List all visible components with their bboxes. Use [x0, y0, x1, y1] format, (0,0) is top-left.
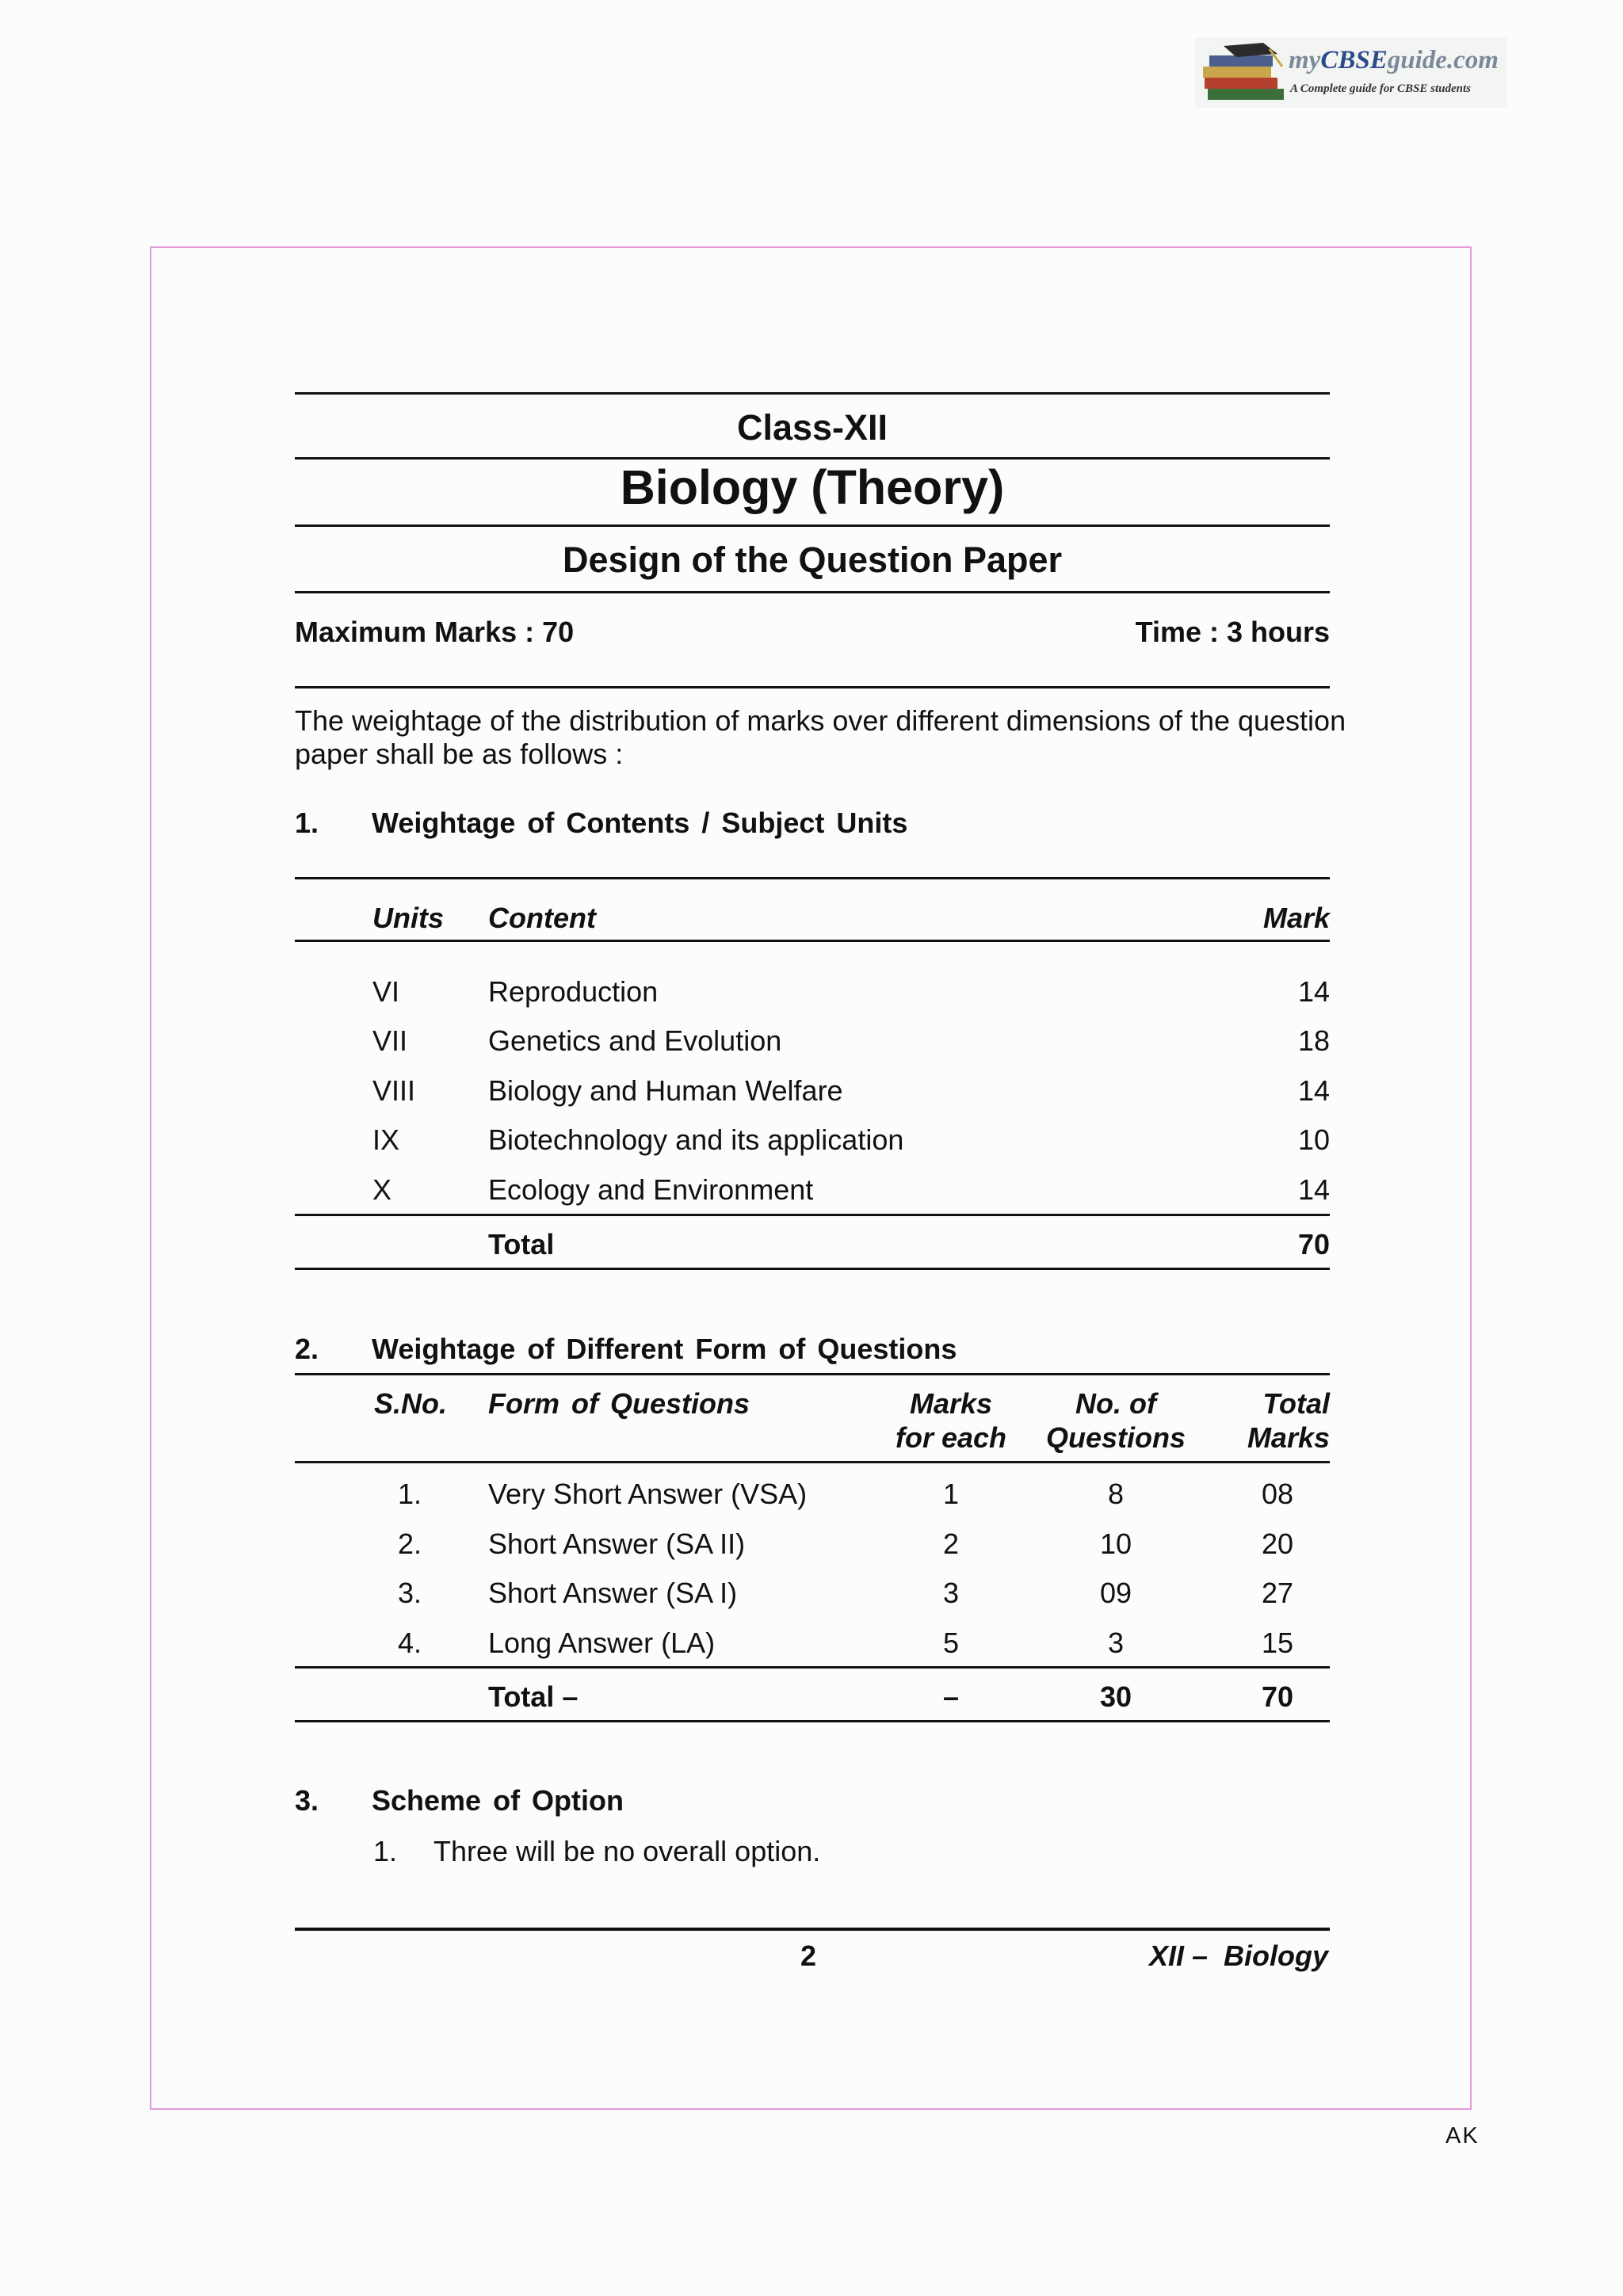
- form-cell: Short Answer (SA I): [488, 1577, 738, 1609]
- sno-cell: 3.: [397, 1577, 422, 1609]
- section-1-number: 1.: [295, 807, 319, 839]
- table1-total-value: 70: [1297, 1228, 1330, 1261]
- num-cell: 10: [1099, 1527, 1132, 1560]
- page-number: 2: [800, 1939, 817, 1972]
- header-rule-5: [295, 686, 1330, 688]
- maximum-marks: Maximum Marks : 70: [295, 616, 575, 648]
- header-rule-4: [295, 591, 1330, 593]
- sno-cell: 2.: [397, 1527, 422, 1560]
- total-cell: 15: [1261, 1627, 1294, 1659]
- table2-header-marks-2: for each: [895, 1421, 1007, 1454]
- table2-header-num-2: Questions: [1045, 1421, 1186, 1454]
- time-allowed: Time : 3 hours: [1135, 616, 1330, 648]
- site-logo: [1195, 38, 1507, 108]
- content-cell: Biology and Human Welfare: [488, 1074, 843, 1107]
- class-title: Class-XII: [736, 407, 888, 448]
- table1-rule-bottom: [295, 1268, 1330, 1270]
- table2-header-total-1: Total: [1262, 1387, 1330, 1420]
- section-3-title: Scheme of Option: [372, 1784, 624, 1817]
- unit-cell: IX: [372, 1123, 400, 1156]
- unit-cell: VIII: [372, 1074, 416, 1107]
- content-cell: Reproduction: [488, 975, 659, 1008]
- table2-total-label: Total –: [488, 1680, 579, 1713]
- table2-total-marks: –: [942, 1680, 960, 1713]
- table2-rule-bottom: [295, 1720, 1330, 1722]
- header-rule-top: [295, 392, 1330, 395]
- section-2-number: 2.: [295, 1333, 319, 1365]
- table1-header-mark: Mark: [1262, 902, 1330, 934]
- design-title: Design of the Question Paper: [562, 540, 1063, 580]
- num-cell: 09: [1099, 1577, 1132, 1609]
- mark-cell: 10: [1297, 1123, 1330, 1156]
- table1-header-units: Units: [372, 902, 444, 934]
- table2-header-num-1: No. of: [1075, 1387, 1156, 1420]
- table2-total-total: 70: [1261, 1680, 1294, 1713]
- marks-cell: 5: [942, 1627, 960, 1659]
- num-cell: 8: [1107, 1478, 1125, 1510]
- total-cell: 27: [1261, 1577, 1294, 1609]
- table1-rule-header: [295, 940, 1330, 942]
- form-cell: Short Answer (SA II): [488, 1527, 746, 1560]
- sno-cell: 4.: [397, 1627, 422, 1659]
- corner-mark: AK: [1445, 2123, 1480, 2149]
- header-rule-3: [295, 524, 1330, 527]
- marks-cell: 3: [942, 1577, 960, 1609]
- table2-rule-top: [295, 1373, 1330, 1375]
- total-cell: 08: [1261, 1478, 1294, 1510]
- num-cell: 3: [1107, 1627, 1125, 1659]
- form-cell: Very Short Answer (VSA): [488, 1478, 808, 1510]
- option-item-number: 1.: [373, 1835, 398, 1867]
- mark-cell: 14: [1297, 975, 1330, 1008]
- form-cell: Long Answer (LA): [488, 1627, 716, 1659]
- table2-header-sno: S.No.: [374, 1387, 448, 1420]
- mark-cell: 14: [1297, 1074, 1330, 1107]
- table2-header-total-2: Marks: [1247, 1421, 1330, 1454]
- section-3-number: 3.: [295, 1784, 319, 1817]
- subject-title: Biology (Theory): [620, 460, 1005, 514]
- sno-cell: 1.: [397, 1478, 422, 1510]
- unit-cell: X: [372, 1173, 392, 1206]
- section-2-title: Weightage of Different Form of Questions: [372, 1333, 957, 1365]
- logo-text: myCBSEguide.com: [1289, 46, 1499, 74]
- total-cell: 20: [1261, 1527, 1294, 1560]
- table1-rule-top: [295, 877, 1330, 879]
- table2-header-form: Form of Questions: [488, 1387, 750, 1420]
- content-cell: Genetics and Evolution: [488, 1024, 782, 1057]
- content-cell: Ecology and Environment: [488, 1173, 814, 1206]
- marks-cell: 2: [942, 1527, 960, 1560]
- table2-rule-header: [295, 1461, 1330, 1463]
- marks-cell: 1: [942, 1478, 960, 1510]
- table1-header-content: Content: [488, 902, 596, 934]
- table1-total-label: Total: [488, 1228, 555, 1261]
- footer-label: XII – Biology: [1148, 1939, 1328, 1972]
- content-cell: Biotechnology and its application: [488, 1123, 904, 1156]
- table2-rule-total: [295, 1666, 1330, 1669]
- table2-header-marks-1: Marks: [909, 1387, 993, 1420]
- mark-cell: 14: [1297, 1173, 1330, 1206]
- mark-cell: 18: [1297, 1024, 1330, 1057]
- intro-line-2: paper shall be as follows :: [295, 738, 624, 770]
- section-1-title: Weightage of Contents / Subject Units: [372, 807, 908, 839]
- footer-rule: [295, 1928, 1330, 1931]
- table2-total-num: 30: [1099, 1680, 1132, 1713]
- unit-cell: VI: [372, 975, 400, 1008]
- table1-rule-total: [295, 1214, 1330, 1216]
- books-icon: [1200, 43, 1295, 105]
- option-item-text: Three will be no overall option.: [433, 1835, 821, 1867]
- logo-tagline: A Complete guide for CBSE students: [1290, 82, 1471, 95]
- unit-cell: VII: [372, 1024, 408, 1057]
- intro-line-1: The weightage of the distribution of marks over different dimensions of the question: [295, 704, 1346, 737]
